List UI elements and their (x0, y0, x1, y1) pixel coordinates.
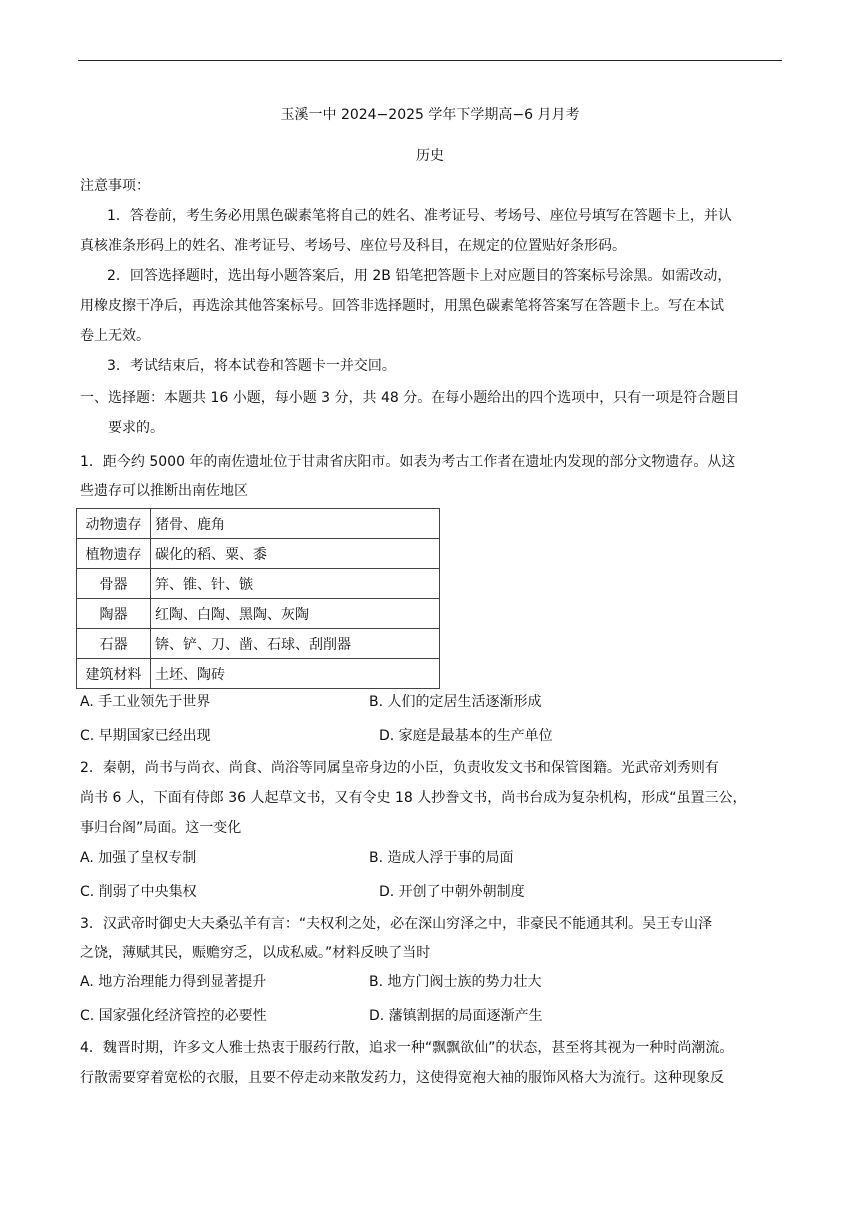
q3-option-b: B. 地方门阀士族的势力壮大 (369, 974, 542, 990)
table-row (77, 629, 440, 659)
notice-item-2-line-3: 卷上无效。 (80, 328, 150, 344)
notice-item-3: 3．考试结束后，将本试卷和答题卡一并交回。 (107, 358, 396, 374)
q1-option-c: C. 早期国家已经出现 (80, 728, 211, 744)
table-cell-category: 陶器 (77, 599, 151, 629)
q3-option-a: A. 地方治理能力得到显著提升 (80, 974, 267, 990)
q1-option-a: A. 手工业领先于世界 (80, 694, 211, 710)
q2-option-d: D. 开创了中朝外朝制度 (379, 884, 525, 900)
q2-stem-line-2: 尚书 6 人，下面有侍郎 36 人起草文书，又有令史 18 人抄誊文书，尚书台成为复杂机构，形成“虽置三公， (80, 790, 747, 806)
q2-stem-line-1: 2．秦朝，尚书与尚衣、尚食、尚浴等同属皇帝身边的小臣，负责收发文书和保管图籍。光武帝刘秀则有 (80, 760, 719, 776)
table-cell-items: 猪骨、鹿角 (151, 509, 440, 539)
exam-title: 玉溪一中 2024−2025 学年下学期高−6 月月考 (280, 107, 580, 123)
table-cell-category: 动物遗存 (77, 509, 151, 539)
table-cell-items: 笄、锥、针、镞 (151, 569, 440, 599)
q4-stem-line-1: 4．魏晋时期，许多文人雅士热衷于服药行散，追求一种“飘飘欲仙”的状态，甚至将其视为一种时尚潮流。 (80, 1040, 734, 1056)
q3-stem-line-2: 之饶，薄赋其民，赈赡穷乏，以成私威。”材料反映了当时 (80, 945, 431, 961)
q1-stem-line-2: 些遗存可以推断出南佐地区 (80, 483, 248, 499)
q1-option-d: D. 家庭是最基本的生产单位 (379, 728, 553, 744)
table-cell-items: 碳化的稻、粟、黍 (151, 539, 440, 569)
q2-option-b: B. 造成人浮于事的局面 (369, 850, 514, 866)
section-1-heading: 一、选择题：本题共 16 小题，每小题 3 分，共 48 分。在每小题给出的四个选项中，只有一项是符合题目 (80, 390, 740, 406)
q3-option-c: C. 国家强化经济管控的必要性 (80, 1008, 267, 1024)
notice-item-2-line-1: 2．回答选择题时，选出每小题答案后，用 2B 铅笔把答题卡上对应题目的答案标号涂黑。如需改动， (107, 268, 732, 284)
table-cell-items: 红陶、白陶、黑陶、灰陶 (151, 599, 440, 629)
table-row (77, 509, 440, 539)
section-1-heading-cont: 要求的。 (108, 420, 164, 436)
notice-item-1-line-2: 真核准条形码上的姓名、准考证号、考场号、座位号及科目，在规定的位置贴好条形码。 (80, 238, 626, 254)
notice-heading: 注意事项： (80, 178, 150, 194)
q2-option-a: A. 加强了皇权专制 (80, 850, 197, 866)
table-cell-category: 石器 (77, 629, 151, 659)
q1-stem-line-1: 1．距今约 5000 年的南佐遗址位于甘肃省庆阳市。如表为考古工作者在遗址内发现的部分文物遗存。从这 (80, 454, 736, 470)
table-row (77, 599, 440, 629)
q1-option-b: B. 人们的定居生活逐渐形成 (369, 694, 542, 710)
table-cell-category: 骨器 (77, 569, 151, 599)
q2-stem-line-3: 事归台阁”局面。这一变化 (80, 820, 242, 836)
table-cell-items: 锛、铲、刀、凿、石球、刮削器 (151, 629, 440, 659)
table-cell-category: 建筑材料 (77, 659, 151, 689)
table-row (77, 569, 440, 599)
table-cell-items: 土坯、陶砖 (151, 659, 440, 689)
q3-stem-line-1: 3．汉武帝时御史大夫桑弘羊有言：“夫权利之处，必在深山穷泽之中，非豪民不能通其利。吴王专山泽 (80, 916, 713, 932)
relics-table (76, 508, 440, 689)
table-row (77, 539, 440, 569)
q3-option-d: D. 藩镇割据的局面逐渐产生 (369, 1008, 543, 1024)
subject-title: 历史 (416, 148, 444, 164)
q4-stem-line-2: 行散需要穿着宽松的衣服，且要不停走动来散发药力，这使得宽袍大袖的服饰风格大为流行。这种现象反 (80, 1070, 724, 1086)
notice-item-1-line-1: 1．答卷前，考生务必用黑色碳素笔将自己的姓名、准考证号、考场号、座位号填写在答题卡上，并认 (107, 208, 732, 224)
notice-item-2-line-2: 用橡皮擦干净后，再选涂其他答案标号。回答非选择题时，用黑色碳素笔将答案写在答题卡上。写在本试 (80, 298, 724, 314)
header-rule (78, 60, 782, 61)
table-cell-category: 植物遗存 (77, 539, 151, 569)
q2-option-c: C. 削弱了中央集权 (80, 884, 197, 900)
table-row (77, 659, 440, 689)
